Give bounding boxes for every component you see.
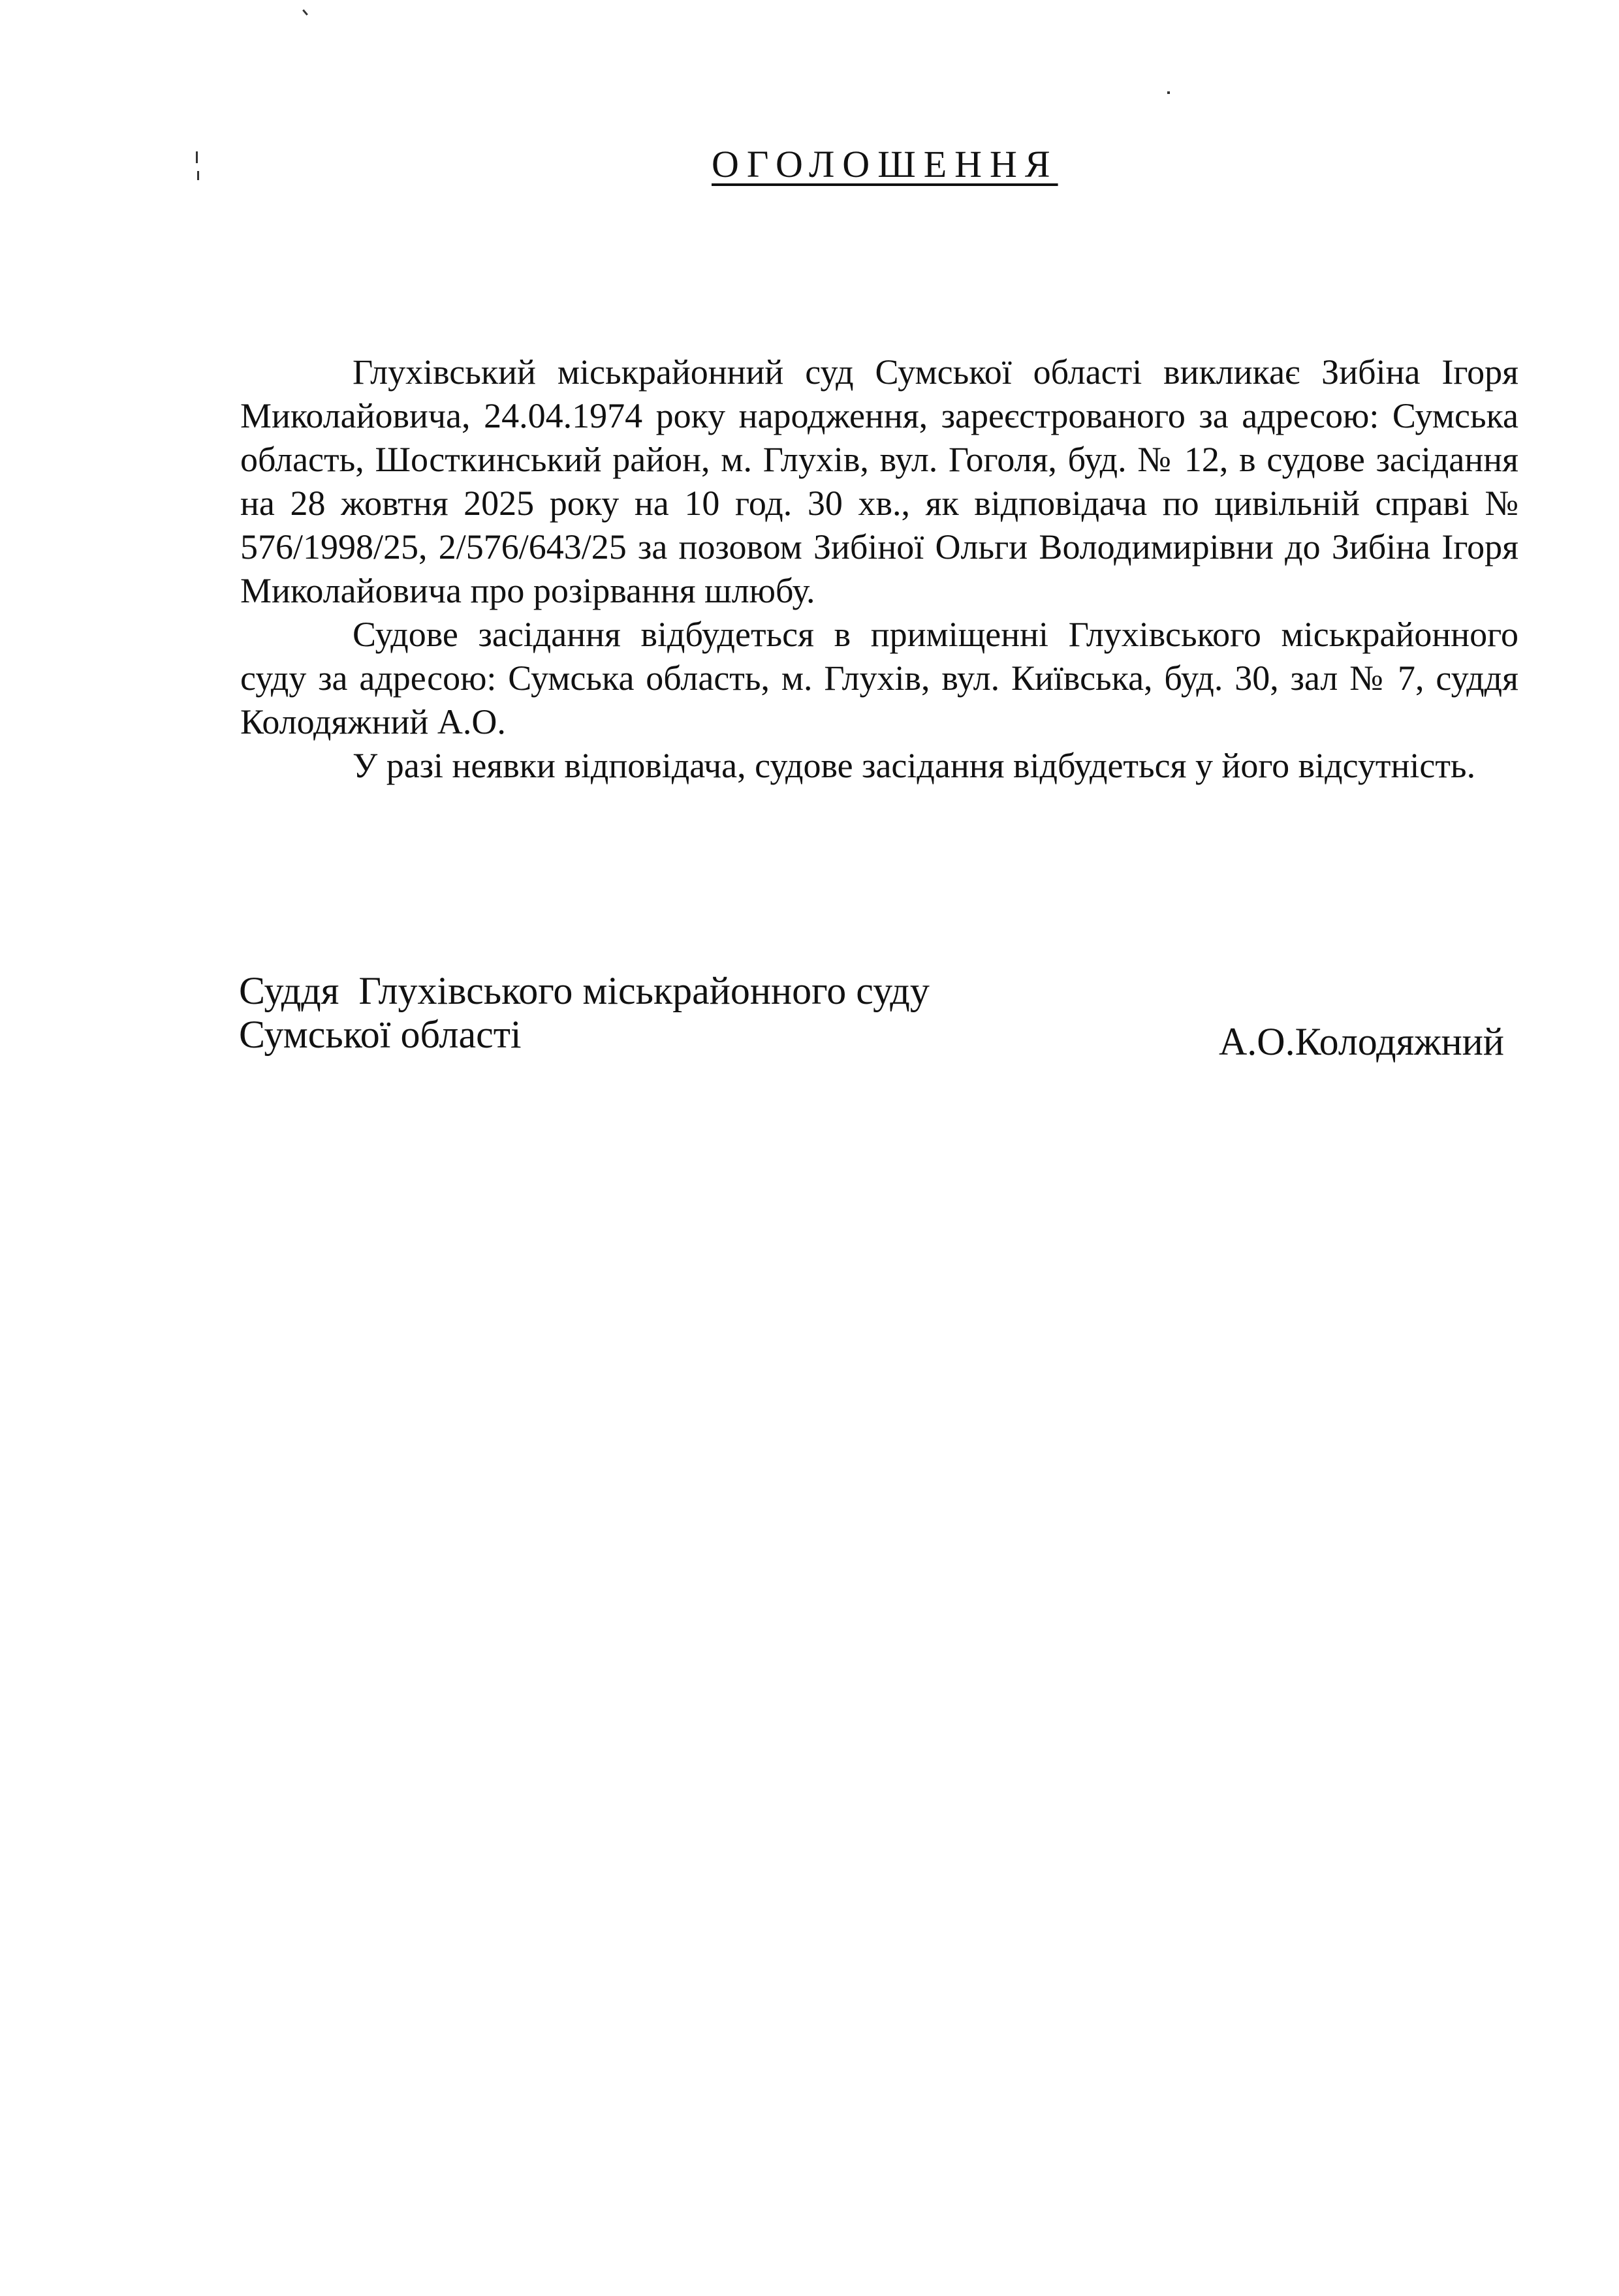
document-body: [240, 350, 1518, 788]
signature-position-line2: Сумської області: [239, 1013, 522, 1056]
scan-speck: [196, 151, 198, 163]
scan-speck: [1167, 91, 1170, 94]
paragraph-summons: Глухівський міськрайонний суд Сумської області викликає Зибіна Ігоря Миколайовича, 24.04.1974 року народження, зареєстрованого за адресою: Сумська область, Шосткинський район, м. Глухів, вул. Гоголя, буд. № 12, в судове засідання на 28 жовтня 2025 року на 10 год. 30 хв., як відповідача по цивільній справі № 576/1998/25, 2/576/643/25 за позовом Зибіної Ольги Володимирівни до Зибіна Ігоря Миколайовича про розірвання шлюбу.: [240, 352, 1518, 610]
document-title: ОГОЛОШЕННЯ: [712, 143, 1058, 185]
signature-position-line1: Суддя Глухівського міськрайонного суду: [239, 969, 930, 1012]
paragraph-absence: У разі неявки відповідача, судове засідання відбудеться у його відсутність.: [353, 746, 1476, 785]
scan-speck: [302, 9, 308, 16]
scan-speck: [197, 171, 199, 180]
paragraph-location: Судове засідання відбудеться в приміщенні Глухівського міськрайонного суду за адресою: Сумська область, м. Глухів, вул. Київська, буд. 30, зал № 7, суддя Колодяжний А.О.: [240, 615, 1518, 741]
signature-name: А.О.Колодяжний: [1218, 1020, 1504, 1063]
signature-position: [239, 969, 930, 1057]
